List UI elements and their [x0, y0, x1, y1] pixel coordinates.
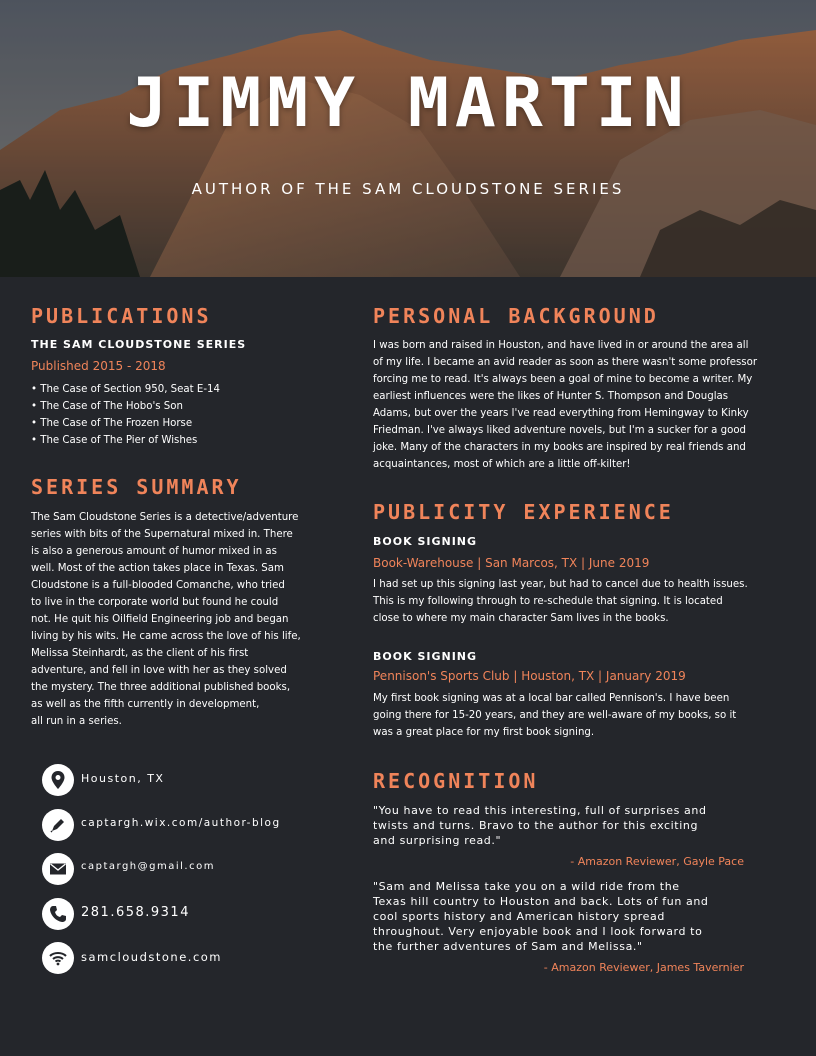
blog-link[interactable]: captargh.wix.com/author-blog [81, 817, 281, 829]
phone-number: 281.658.9314 [81, 905, 190, 920]
phone-icon [42, 898, 74, 930]
published-years: Published 2015 - 2018 [31, 359, 166, 373]
review-quote: "You have to read this interesting, full of surprises and twists and turns. Bravo to the author for this exciting and surprising read." [373, 804, 707, 847]
event-description: I had set up this signing last year, but had to cancel due to health issues. This is my following through to re-schedule that signing. It is located close to where my main character Sam lives in the books. [373, 579, 748, 624]
list-item: • The Case of The Hobo's Son [31, 401, 183, 412]
publicity-heading: PUBLICITY EXPERIENCE [373, 500, 674, 524]
personal-background-text: I was born and raised in Houston, and have lived in or around the area all of my life. I became an avid reader as soon as there wasn't some professor forcing me to read. It's always been a goal of mine to become a writer. My earliest influences were the likes of Hunter S. Thompson and Douglas Adams, but over the years I've read everything from Hemingway to Kinky Friedman. I've always liked adventure novels, but I'm a sucker for a good joke. Many of the characters in my books are inspired by real friends and acquaintances, most of which are a little off-kilter! [373, 340, 758, 470]
recognition-heading: RECOGNITION [373, 769, 539, 793]
email-link[interactable]: captargh@gmail.com [81, 861, 215, 872]
contact-blog[interactable] [42, 809, 342, 841]
author-subtitle: AUTHOR OF THE SAM CLOUDSTONE SERIES [191, 180, 625, 198]
review-attribution: - Amazon Reviewer, James Tavernier [543, 961, 744, 974]
location-text: Houston, TX [81, 772, 165, 785]
book-list [31, 381, 220, 449]
event-details: Book-Warehouse | San Marcos, TX | June 2019 [373, 556, 650, 570]
contact-email[interactable] [42, 853, 342, 885]
review-attribution: - Amazon Reviewer, Gayle Pace [570, 855, 744, 868]
review-quote: "Sam and Melissa take you on a wild ride from the Texas hill country to Houston and back. Lots of fun and cool sports history and American history spread throughout. Very enjoyable book and I look forward to the further adventures of Sam and Melissa." [373, 880, 709, 953]
personal-background-heading: PERSONAL BACKGROUND [373, 304, 659, 328]
pen-icon [42, 809, 74, 841]
series-summary-heading: SERIES SUMMARY [31, 475, 242, 499]
email-icon [42, 853, 74, 885]
list-item: • The Case of Section 950, Seat E-14 [31, 384, 220, 395]
event-details: Pennison's Sports Club | Houston, TX | January 2019 [373, 669, 686, 683]
publications-heading: PUBLICATIONS [31, 304, 212, 328]
event-description: My first book signing was at a local bar called Pennison's. I have been going there for 15-20 years, and they are well-aware of my books, so it was a great place for my first book signing. [373, 693, 737, 738]
list-item: • The Case of The Frozen Horse [31, 418, 193, 429]
contact-location [42, 764, 342, 796]
list-item: • The Case of The Pier of Wishes [31, 435, 198, 446]
contact-phone [42, 898, 342, 930]
event-title: BOOK SIGNING [373, 650, 478, 663]
map-pin-icon [42, 764, 74, 796]
event-title: BOOK SIGNING [373, 535, 478, 548]
contact-website[interactable] [42, 942, 342, 974]
author-name: JIMMY MARTIN [126, 64, 690, 143]
header-banner [0, 0, 816, 277]
website-link[interactable]: samcloudstone.com [81, 950, 222, 964]
wifi-icon [42, 942, 74, 974]
series-summary-text: The Sam Cloudstone Series is a detective/adventure series with bits of the Supernatural mixed in. There is also a generous amount of humor mixed in as well. Most of the action takes place in Texas. Sam Cloudstone is a full-blooded Comanche, who tried to live in the corporate world but found he could not. He quit his Oilfield Engineering job and began living by his wits. He came across the love of his life, Melissa Steinhardt, as the client of his first adventure, and fell in love with her as they solved the mystery. The three additional published books, as well as the fifth currently in development, all run in a series. [31, 512, 301, 727]
series-title: THE SAM CLOUDSTONE SERIES [31, 338, 247, 351]
